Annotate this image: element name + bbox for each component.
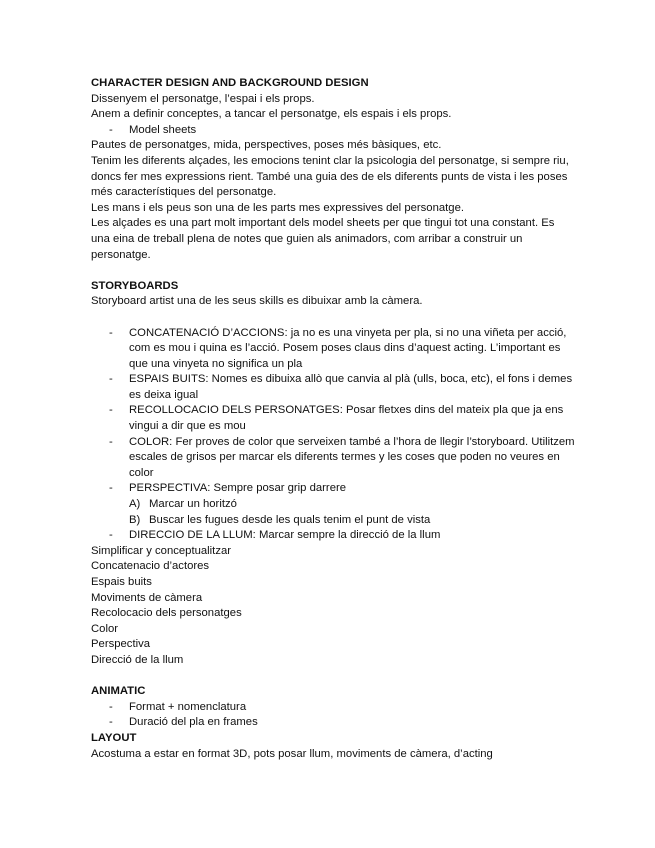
bullet-text: Format + nomenclatura	[129, 700, 247, 713]
summary-line: Color	[91, 622, 118, 635]
bullet-dash: -	[109, 373, 113, 386]
summary-line: Moviments de càmera	[91, 591, 203, 604]
bullet-text: RECOLLOCACIO DELS PERSONATGES: Posar fletxes dins del mateix pla que ja ens vingui a dir que es mou	[129, 404, 564, 433]
animatic-heading: ANIMATIC	[91, 685, 146, 698]
summary-line: Direcció de la llum	[91, 653, 184, 666]
sub-item-mark: A)	[129, 498, 141, 511]
bullet-item	[91, 435, 575, 482]
bullet-item	[91, 123, 575, 139]
bullet-item	[91, 715, 575, 731]
sub-item-text: Marcar un horitzó	[149, 498, 237, 511]
paragraph: Pautes de personatges, mida, perspectives, poses més bàsiques, etc.	[91, 139, 442, 152]
character-line: Dissenyem el personatge, l’espai i els props.	[91, 92, 315, 105]
summary-line: Perspectiva	[91, 638, 151, 651]
sub-item	[91, 513, 575, 529]
bullet-item	[91, 326, 575, 373]
sub-item-mark: B)	[129, 513, 141, 526]
bullet-dash: -	[109, 435, 113, 448]
summary-line: Concatenacio d’actores	[91, 560, 210, 573]
sub-item-text: Buscar les fugues desde les quals tenim el punt de vista	[149, 513, 431, 526]
bullet-text: DIRECCIO DE LA LLUM: Marcar sempre la direcció de la llum	[129, 529, 441, 542]
spacer	[91, 310, 575, 326]
bullet-dash: -	[109, 123, 113, 136]
bullet-item	[91, 372, 575, 403]
bullet-text: CONCATENACIÓ D’ACCIONS: ja no es una vinyeta per pla, si no una viñeta per acció, com es mou i quina es l’acció. Posem poses claus dins d’aquest acting. L’important es que una vinyeta no significa un pla	[129, 326, 567, 370]
bullet-dash: -	[109, 326, 113, 339]
bullet-text: Model sheets	[129, 123, 197, 136]
character-heading: CHARACTER DESIGN AND BACKGROUND DESIGN	[91, 77, 369, 89]
bullet-text: PERSPECTIVA: Sempre posar grip darrere	[129, 482, 347, 495]
layout-text: Acostuma a estar en format 3D, pots posar llum, moviments de càmera, d’acting	[91, 747, 493, 760]
character-line: Anem a definir conceptes, a tancar el personatge, els espais i els props.	[91, 108, 452, 121]
bullet-dash: -	[109, 482, 113, 495]
bullet-dash: -	[109, 529, 113, 542]
spacer	[91, 263, 575, 279]
bullet-text: ESPAIS BUITS: Nomes es dibuixa allò que canvia al plà (ulls, boca, etc), el fons i demes es deixa igual	[129, 373, 573, 401]
spacer	[91, 669, 575, 685]
bullet-dash: -	[109, 404, 113, 417]
sub-item	[91, 497, 575, 513]
summary-line: Espais buits	[91, 576, 152, 588]
paragraph: Tenim les diferents alçades, les emocions tenint clar la psicologia del personatge, si sempre riu, doncs fer mes expressions rient. També una guia des de els diferents punts de vista i les poses més característiques del personatge.	[91, 154, 569, 199]
bullet-text: COLOR: Fer proves de color que serveixen també a l’hora de llegir l’storyboard. Utilitzem escales de grisos per marcar els diferents termes y les coses que poden no veures en color	[129, 435, 575, 479]
bullet-dash: -	[109, 700, 113, 713]
bullet-item	[91, 700, 575, 716]
storyboards-intro: Storyboard artist una de les seus skills es dibuixar amb la càmera.	[91, 295, 423, 308]
summary-line: Recolocacio dels personatges	[91, 607, 242, 620]
summary-line: Simplificar y conceptualitzar	[91, 544, 232, 557]
storyboards-heading: STORYBOARDS	[91, 279, 179, 292]
bullet-item	[91, 481, 575, 497]
paragraph: Les mans i els peus son una de les parts mes expressives del personatge.	[91, 201, 465, 214]
bullet-text: Duració del pla en frames	[129, 716, 258, 729]
bullet-dash: -	[109, 716, 113, 729]
layout-heading: LAYOUT	[91, 731, 137, 744]
bullet-item	[91, 528, 575, 544]
paragraph: Les alçades es una part molt important dels model sheets per que tingui tot una constant. Es una eina de treball plena de notes que guien als animadors, com arribar a construir un personatge.	[91, 217, 555, 261]
bullet-item	[91, 403, 575, 434]
